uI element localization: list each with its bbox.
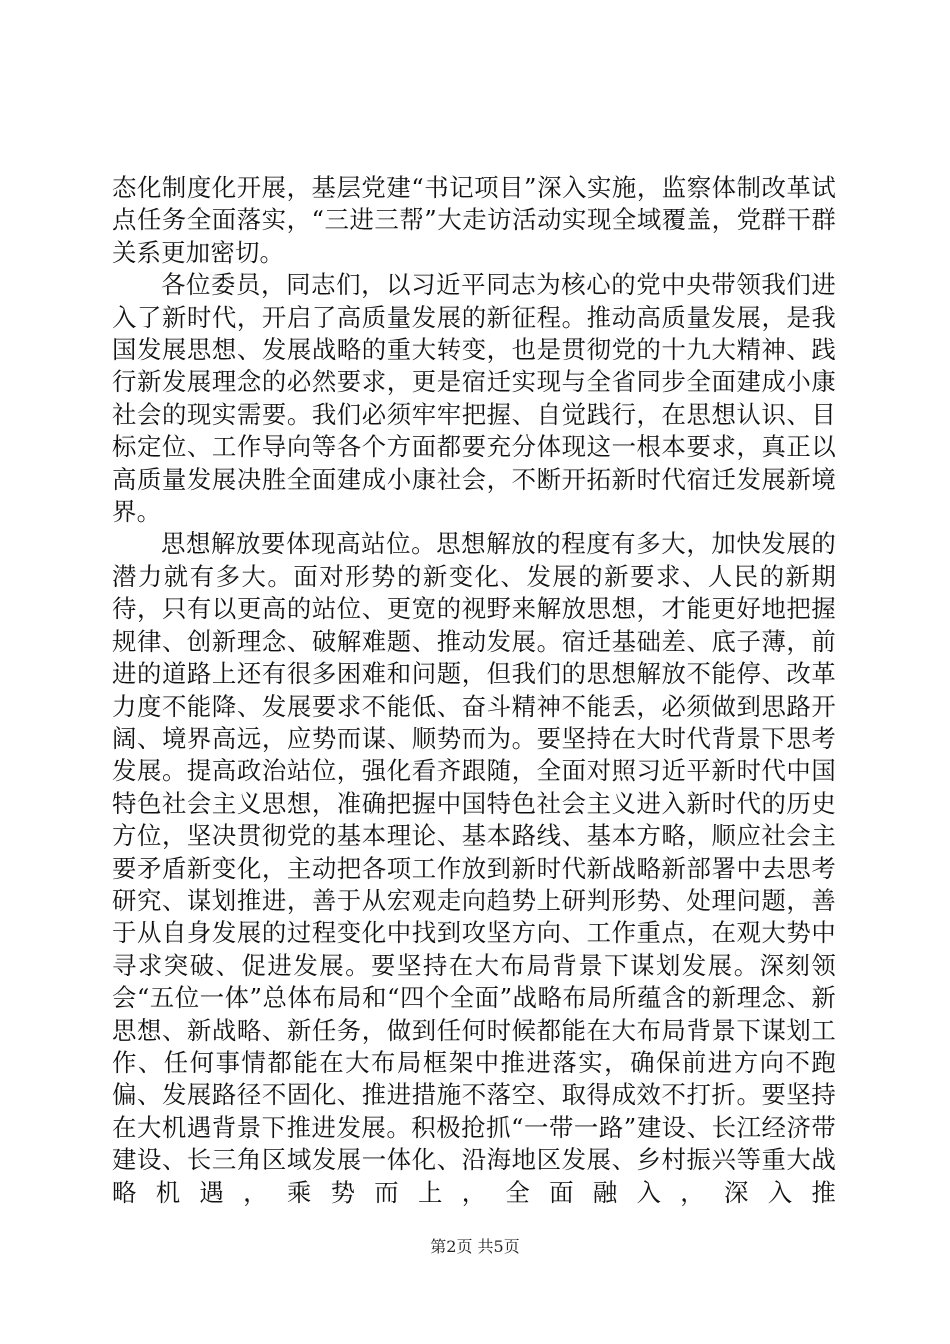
paragraph-high-quality-development: 各位委员，同志们，以习近平同志为核心的党中央带领我们进入了新时代，开启了高质量发展的新征程。推动高质量发展，是我国发展思想、发展战略的重大转变，也是贯彻党的十九大精神、践行新发展理念的必然要求，更是宿迁实现与全省同步全面建成小康社会的现实需要。我们必须牢牢把握、自觉践行，在思想认识、目标定位、工作导向等各个方面都要充分体现这一根本要求，真正以高质量发展决胜全面建成小康社会，不断开拓新时代宿迁发展新境界。 [112,270,836,527]
document-body [112,172,836,1209]
page-number-footer: 第2页 共5页 [430,1237,520,1256]
paragraph-thought-liberation: 思想解放要体现高站位。思想解放的程度有多大，加快发展的潜力就有多大。面对形势的新变化、发展的新要求、人民的新期待，只有以更高的站位、更宽的视野来解放思想，才能更好地把握规律、创新理念、破解难题、推动发展。宿迁基础差、底子薄，前进的道路上还有很多困难和问题，但我们的思想解放不能停、改革力度不能降、发展要求不能低、奋斗精神不能丢，必须做到思路开阔、境界高远，应势而谋、顺势而为。要坚持在大时代背景下思考发展。提高政治站位，强化看齐跟随，全面对照习近平新时代中国特色社会主义思想，准确把握中国特色社会主义进入新时代的历史方位，坚决贯彻党的基本理论、基本路线、基本方略，顺应社会主要矛盾新变化，主动把各项工作放到新时代新战略新部署中去思考研究、谋划推进，善于从宏观走向趋势上研判形势、处理问题，善于从自身发展的过程变化中找到攻坚方向、工作重点，在观大势中寻求突破、促进发展。要坚持在大布局背景下谋划发展。深刻领会“五位一体”总体布局和“四个全面”战略布局所蕴含的新理念、新思想、新战略、新任务，做到任何时候都能在大布局背景下谋划工作、任何事情都能在大布局框架中推进落实，确保前进方向不跑偏、发展路径不固化、推进措施不落空、取得成效不打折。要坚持在大机遇背景下推进发展。积极抢抓“一带一路”建设、长江经济带建设、长三角区域发展一体化、沿海地区发展、乡村振兴等重大战略机遇，乘势而上，全面融入，深入推 [112,529,836,1207]
paragraph-continuation: 态化制度化开展，基层党建“书记项目”深入实施，监察体制改革试点任务全面落实，“三进三帮”大走访活动实现全域覆盖，党群干群关系更加密切。 [112,173,836,267]
